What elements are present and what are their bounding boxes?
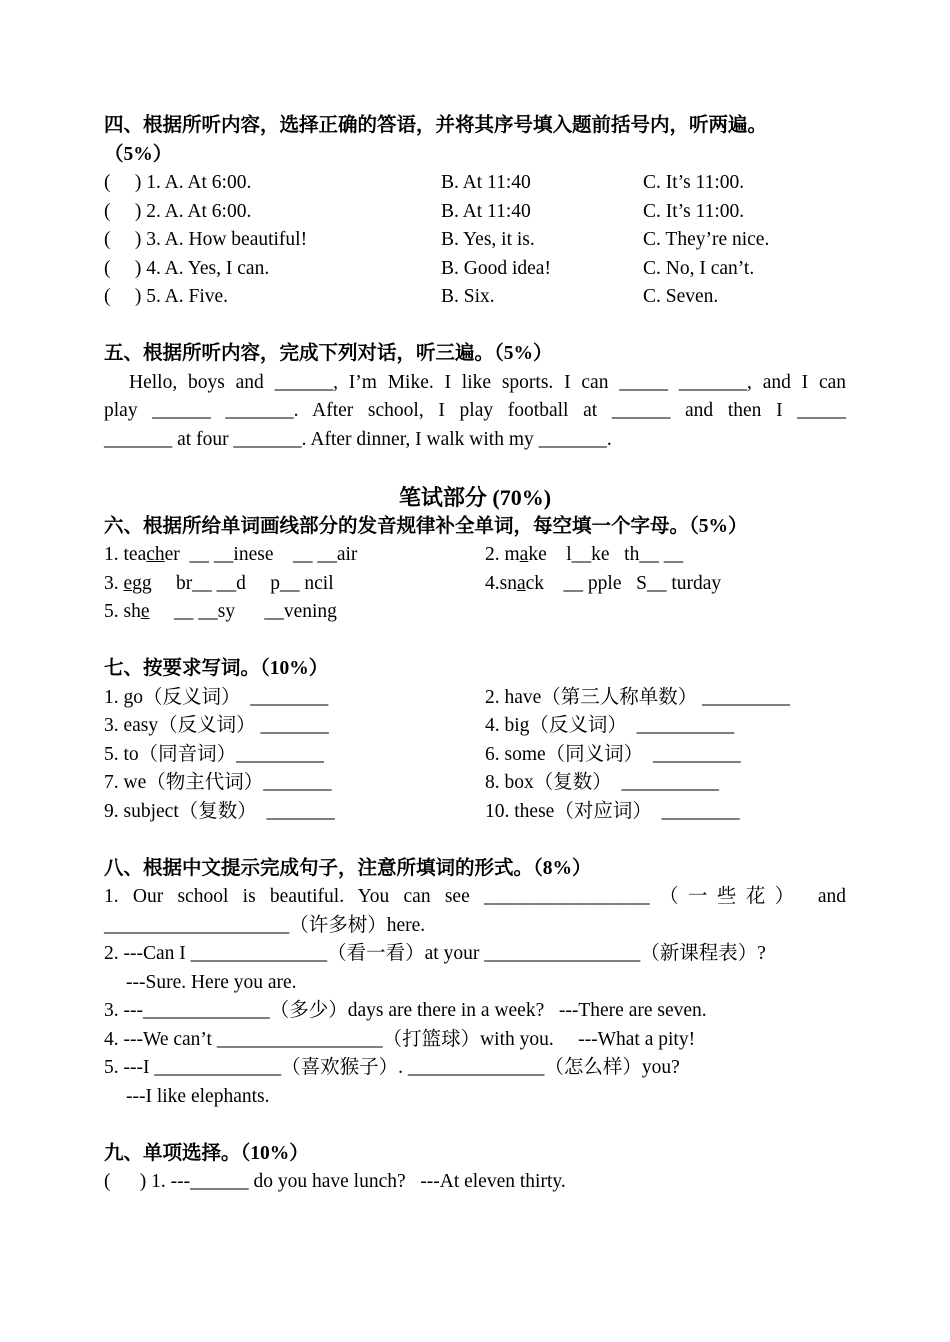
phonics-row: [104, 570, 846, 599]
option-c: C. No, I can’t.: [643, 257, 755, 279]
sentence-line: 4. ---We can’t _________________（打篮球）with you. ---What a pity!: [104, 1028, 696, 1050]
phonics-item: 1. teacher __ __inese __ __air: [104, 544, 358, 565]
section7-title: 七、按要求写词。（10%）: [104, 658, 329, 679]
section4-item: [104, 169, 846, 198]
word-item: 9. subject（复数） _______: [104, 800, 335, 822]
section4-score: （5%）: [104, 143, 173, 165]
option-b: B. At 11:40: [441, 200, 531, 222]
sentence-line: 5. ---I _____________（喜欢猴子）. ______________（怎么样）you?: [104, 1057, 680, 1078]
phonics-item: 4.snack __ pple S__ turday: [485, 572, 722, 594]
word-row: [104, 712, 846, 741]
passage-line: Hello, boys and ______, I’m Mike. I like sports. I can _____ _______, and I can: [129, 371, 846, 393]
spacer: [104, 627, 846, 656]
option-c: C. They’re nice.: [643, 229, 770, 250]
option-a: ( ) 2. A. At 6:00.: [104, 200, 252, 222]
phonics-item: 5. she __ __sy __vening: [104, 601, 337, 622]
phonics-row: [104, 598, 846, 627]
section5-title: 五、根据所听内容，完成下列对话，听三遍。（5%）: [104, 343, 553, 364]
section9-title: 九、单项选择。（10%）: [104, 1142, 309, 1164]
spacer: [104, 312, 846, 341]
choice-question: ( ) 1. ---______ do you have lunch? ---At eleven thirty.: [104, 1171, 566, 1192]
spacer: [104, 1111, 846, 1140]
section4-item: [104, 283, 846, 312]
word-item: 10. these（对应词） ________: [485, 800, 740, 822]
spacer: [104, 826, 846, 855]
section4-item: [104, 226, 846, 255]
exam-page: [104, 112, 846, 1197]
passage-line: play ______ _______. After school, I play football at ______ and then I _____: [104, 400, 846, 421]
option-b: B. Yes, it is.: [441, 229, 535, 250]
word-item: 6. some（同义词） _________: [485, 743, 741, 765]
sentence-line: 1. Our school is beautiful. You can see _________________（一些花） and: [104, 886, 846, 907]
section4-title: 四、根据所听内容，选择正确的答语，并将其序号填入题前括号内，听两遍。: [104, 115, 768, 136]
option-b: B. Six.: [441, 286, 495, 307]
option-a: ( ) 1. A. At 6:00.: [104, 172, 252, 193]
option-a: ( ) 4. A. Yes, I can.: [104, 257, 270, 279]
phonics-item: 2. make l__ke th__ __: [485, 544, 684, 565]
option-c: C. Seven.: [643, 286, 719, 307]
option-c: C. It’s 11:00.: [643, 172, 745, 193]
option-c: C. It’s 11:00.: [643, 200, 745, 222]
word-row: [104, 741, 846, 770]
word-item: 8. box（复数） __________: [485, 772, 720, 793]
word-row: [104, 684, 846, 713]
phonics-row: [104, 541, 846, 570]
option-a: ( ) 5. A. Five.: [104, 286, 229, 307]
section4-item: [104, 198, 846, 227]
option-b: B. Good idea!: [441, 257, 551, 279]
option-a: ( ) 3. A. How beautiful!: [104, 229, 308, 250]
word-item: 7. we（物主代词）_______: [104, 772, 332, 793]
section4-item: [104, 255, 846, 284]
section8-title: 八、根据中文提示完成句子，注意所填词的形式。（8%）: [104, 857, 592, 879]
word-row: [104, 769, 846, 798]
word-item: 1. go（反义词） ________: [104, 686, 329, 708]
passage-line: _______ at four _______. After dinner, I walk with my _______.: [104, 428, 612, 450]
sentence-line: ---Sure. Here you are.: [126, 971, 297, 993]
written-part-title: 笔试部分 (70%): [398, 484, 552, 510]
sentence-line: ___________________（许多树）here.: [104, 914, 426, 936]
phonics-item: 3. egg br__ __d p__ ncil: [104, 572, 334, 594]
sentence-line: 2. ---Can I ______________（看一看）at your ________________（新课程表）?: [104, 943, 766, 964]
word-item: 4. big（反义词） __________: [485, 715, 735, 736]
sentence-line: 3. ---_____________（多少）days are there in a week? ---There are seven.: [104, 1000, 707, 1021]
word-item: 3. easy（反义词） _______: [104, 715, 329, 736]
word-item: 2. have（第三人称单数） _________: [485, 686, 790, 708]
word-row: [104, 798, 846, 827]
spacer: [104, 454, 846, 483]
word-item: 5. to（同音词）_________: [104, 743, 324, 765]
sentence-line: ---I like elephants.: [126, 1085, 270, 1107]
section6-title: 六、根据所给单词画线部分的发音规律补全单词，每空填一个字母。（5%）: [104, 515, 748, 537]
option-b: B. At 11:40: [441, 172, 531, 193]
